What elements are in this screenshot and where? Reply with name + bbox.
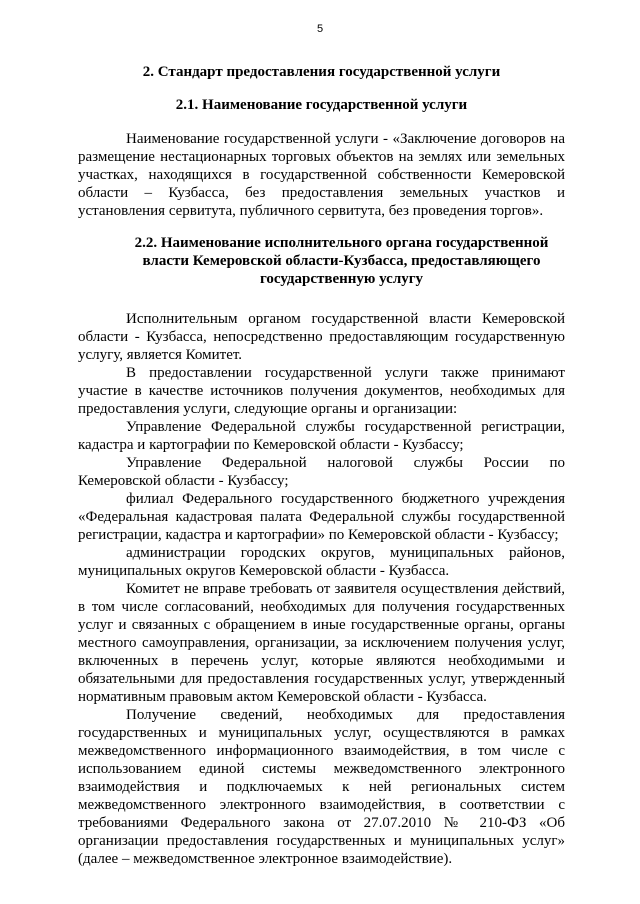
- subsection-heading-2-2: 2.2. Наименование исполнительного органа государственной власти Кемеровской области-Кузбасса, предоставляющего государственную услугу: [134, 235, 549, 287]
- paragraph-rosreestr: Управление Федеральной службы государственной регистрации, кадастра и картографии по Кемеровской области - Кузбассу;: [78, 419, 565, 453]
- paragraph-tax-service: Управление Федеральной налоговой службы России по Кемеровской области - Кузбассу;: [78, 455, 565, 489]
- service-name-block: [78, 130, 565, 220]
- paragraph-executive-body: Исполнительным органом государственной власти Кемеровской области - Кузбасса, непосредственно предоставляющим государственную услугу, является Комитет.: [78, 311, 565, 363]
- service-name-paragraph: Наименование государственной услуги - «Заключение договоров на размещение нестационарных торговых объектов на землях или земельных участках, находящихся в государственной собственности Кемеровской области – Кузбасса, без предоставления земельных участков и установления сервитута, публичного сервитута, без проведения торгов».: [78, 131, 565, 219]
- paragraph-committee-restrictions: Комитет не вправе требовать от заявителя осуществления действий, в том числе согласований, необходимых для получения государственных услуг и связанных с обращением в иные государственные органы, органы местного самоуправления, организации, за исключением получения услуг, включенных в перечень услуг, которые являются необходимыми и обязательными для предоставления государственных услуг, утвержденный нормативным правовым актом Кемеровской области - Кузбасса.: [78, 581, 565, 705]
- paragraph-participants-intro: В предоставлении государственной услуги также принимают участие в качестве источников получения документов, необходимых для предоставления услуги, следующие органы и организации:: [78, 365, 565, 417]
- page-number: 5: [316, 23, 324, 35]
- paragraph-interagency-interaction: Получение сведений, необходимых для предоставления государственных и муниципальных услуг, осуществляются в рамках межведомственного информационного взаимодействия, в том числе с использованием единой системы межведомственного электронного взаимодействия и подключаемых к ней региональных систем межведомственного электронного взаимодействия, в соответствии с требованиями Федерального закона от 27.07.2010 № 210-ФЗ «Об организации предоставления государственных и муниципальных услуг» (далее – межведомственное электронное взаимодействие).: [78, 707, 565, 867]
- subsection-heading-2-1: 2.1. Наименование государственной услуги: [175, 97, 468, 113]
- paragraph-municipal-administrations: администрации городских округов, муниципальных районов, муниципальных округов Кемеровской области - Кузбасса.: [78, 545, 565, 579]
- section-heading: 2. Стандарт предоставления государственной услуги: [142, 64, 501, 80]
- paragraph-cadastral-chamber: филиал Федерального государственного бюджетного учреждения «Федеральная кадастровая палата Федеральной службы государственной регистрации, кадастра и картографии» по Кемеровской области - Кузбассу;: [78, 491, 565, 543]
- executive-body-block: [78, 310, 565, 868]
